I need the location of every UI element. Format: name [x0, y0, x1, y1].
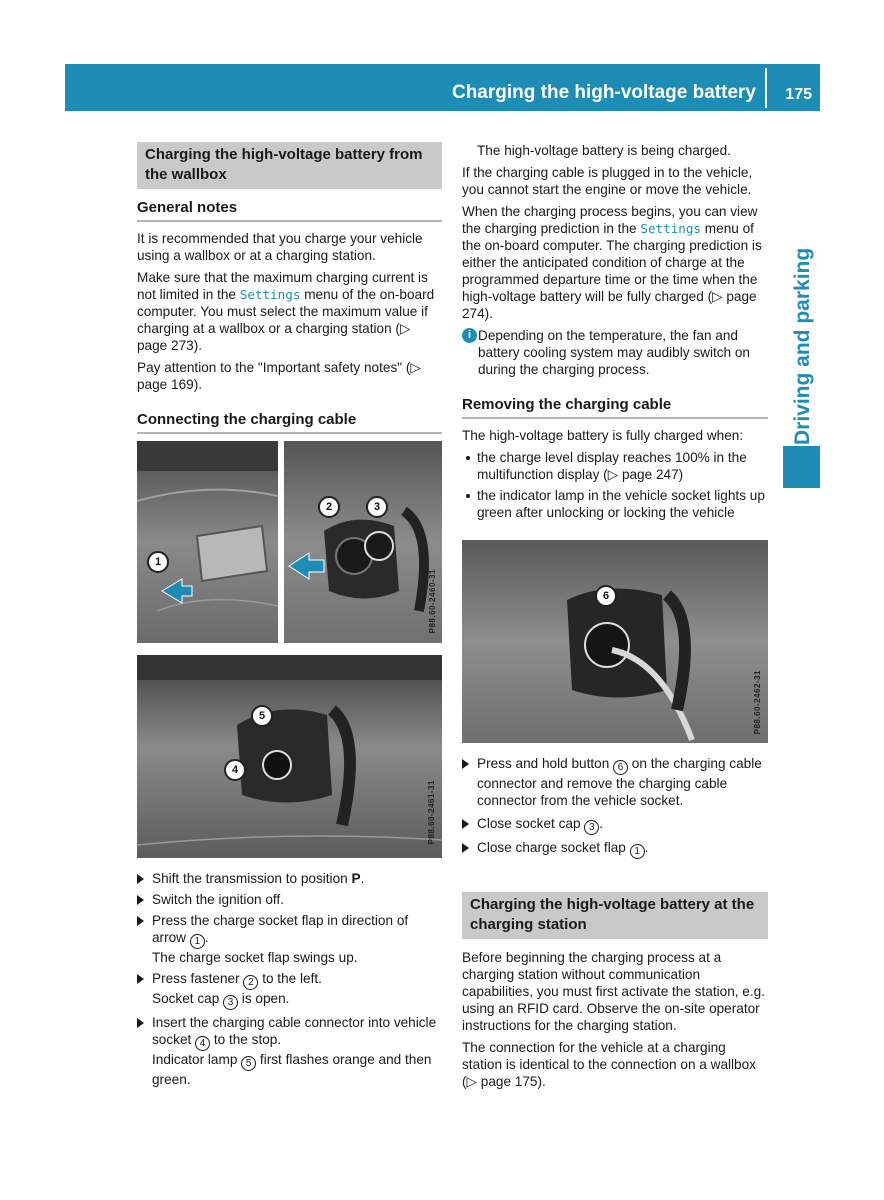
- callout-4: 4: [224, 759, 246, 781]
- step-item: Press the charge socket flap in direction of arrow 1 . The charge socket flap swings up.: [137, 912, 442, 966]
- step-item: Insert the charging cable connector into vehicle socket 4 to the stop. Indicator lamp 5 first flashes orange and then green.: [137, 1014, 442, 1088]
- removing-heading: Removing the charging cable: [462, 396, 768, 419]
- photo-connector-inserted: [137, 655, 442, 858]
- step-item: Switch the ignition off.: [137, 891, 442, 908]
- paragraph: Make sure that the maximum charging current is not limited in the Settings menu of the on-board computer. You must select the maximum value if charging at a wallbox or a charging station (▷ page 273).: [137, 270, 435, 353]
- callout-5: 5: [251, 705, 273, 727]
- paragraph: Pay attention to the "Important safety notes" (▷ page 169).: [137, 360, 421, 392]
- settings-menu-term: Settings: [239, 287, 301, 302]
- page-header: [65, 64, 820, 111]
- step-item: Press fastener 2 to the left. Socket cap 3 is open.: [137, 970, 442, 1010]
- bullet-item: the charge level display reaches 100% in the multifunction display (▷ page 247): [462, 449, 768, 483]
- photo-socket-cap: [284, 441, 442, 643]
- car-socket-illustration: [284, 441, 442, 643]
- remove-steps: [462, 755, 768, 863]
- photo-remove-connector: [462, 540, 768, 743]
- image-code: P88.60-2461-31: [427, 780, 436, 845]
- paragraph: It is recommended that you charge your vehicle using a wallbox or at a charging station.: [137, 231, 423, 263]
- bullet-item: the indicator lamp in the vehicle socket lights up green after unlocking or locking the vehicle: [462, 487, 768, 521]
- image-code: P88.60-2462-31: [753, 670, 762, 735]
- paragraph: When the charging process begins, you can view the charging prediction in the Settings menu of the on-board computer. The charging prediction is either the anticipated condition of charge at the programmed departure time or the time when the high-voltage battery will be fully charged (▷ page 274).: [462, 204, 762, 321]
- right-column: [462, 142, 768, 525]
- general-notes-heading: General notes: [137, 199, 442, 222]
- left-column: [137, 142, 442, 442]
- callout-3: 3: [366, 496, 388, 518]
- info-icon: i: [462, 328, 477, 343]
- callout-6: 6: [595, 585, 617, 607]
- section-box-title: Charging the high-voltage battery from the wallbox: [137, 142, 442, 189]
- car-connector-illustration: [137, 655, 442, 858]
- connecting-heading: Connecting the charging cable: [137, 411, 442, 434]
- info-note: i Depending on the temperature, the fan and battery cooling system may audibly switch on during the charging process.: [462, 327, 768, 378]
- result-text: The high-voltage battery is being charged.: [477, 143, 731, 158]
- step-item: Close charge socket flap 1 .: [462, 839, 768, 859]
- car-flap-illustration: [137, 441, 278, 643]
- chapter-tab-label: Driving and parking: [791, 247, 814, 445]
- photo-charge-flap: [137, 441, 278, 643]
- connect-steps: [137, 870, 442, 1092]
- paragraph: Before beginning the charging process at a charging station without communication capabilities, you must first activate the station, e.g. using an RFID card. Observe the on-site operator instructions for the charging station.: [462, 950, 765, 1033]
- step-item: Close socket cap 3 .: [462, 815, 768, 835]
- chapter-tab: [783, 230, 823, 445]
- header-title: Charging the high-voltage battery: [451, 82, 756, 103]
- charging-station-section: [462, 892, 768, 1095]
- page-number: 175: [785, 86, 812, 103]
- settings-menu-term: Settings: [640, 221, 702, 236]
- car-remove-illustration: [462, 540, 768, 743]
- paragraph: The connection for the vehicle at a charging station is identical to the connection on a wallbox (▷ page 175).: [462, 1040, 756, 1089]
- callout-1: 1: [147, 551, 169, 573]
- image-code: P88.60-2460-31: [428, 569, 437, 634]
- header-divider: [765, 68, 767, 108]
- step-item: Shift the transmission to position P.: [137, 870, 442, 887]
- paragraph: If the charging cable is plugged in to the vehicle, you cannot start the engine or move the vehicle.: [462, 165, 753, 197]
- chapter-tab-marker: [783, 446, 820, 488]
- step-item: Press and hold button 6 on the charging cable connector and remove the charging cable connector from the vehicle socket.: [462, 755, 768, 809]
- section-box-title: Charging the high-voltage battery at the charging station: [462, 892, 768, 939]
- callout-2: 2: [318, 496, 340, 518]
- paragraph: The high-voltage battery is fully charged when:: [462, 428, 744, 443]
